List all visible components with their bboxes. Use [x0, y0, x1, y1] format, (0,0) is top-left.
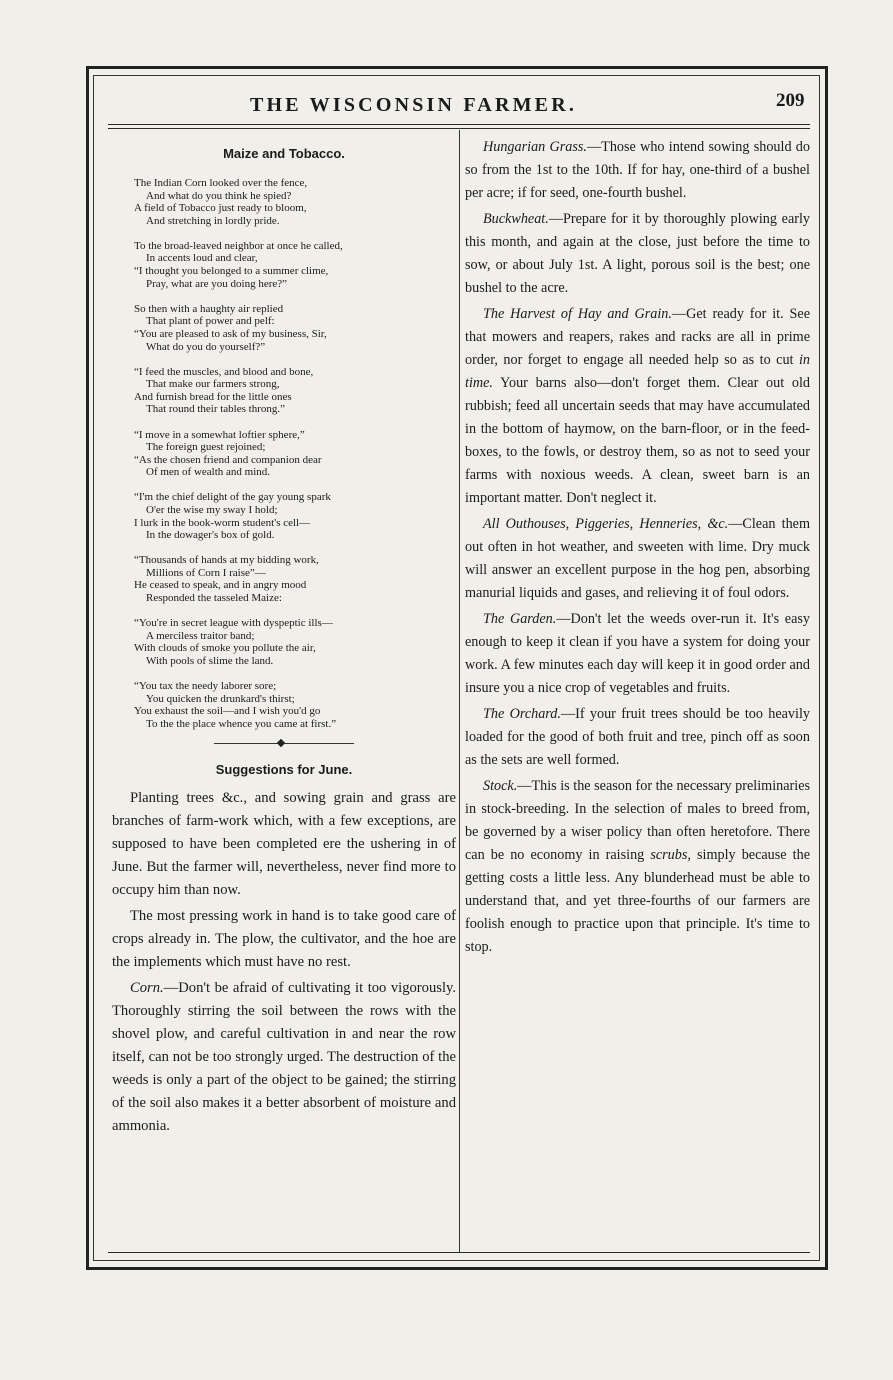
poem-line: That make our farmers strong,: [146, 378, 280, 391]
poem-stanza: [134, 554, 456, 604]
poem-stanza: [134, 680, 456, 730]
column-divider: [459, 130, 460, 1252]
poem-stanza: [134, 366, 456, 416]
outhouses-heading: All Outhouses, Piggeries, Henneries, &c.: [483, 516, 729, 532]
poem-line: “I thought you belonged to a summer clime,: [134, 265, 329, 278]
orchard-paragraph: [465, 703, 810, 772]
garden-paragraph: [465, 608, 810, 700]
poem-line: That plant of power and pelf:: [146, 315, 275, 328]
poem-line: Responded the tasseled Maize:: [146, 592, 282, 605]
poem-line: “You tax the needy laborer sore;: [134, 680, 277, 692]
poem-line: “I move in a somewhat loftier sphere,”: [134, 428, 305, 441]
poem-line: To the broad-leaved neighbor at once he called,: [134, 239, 343, 252]
corn-text: —Don't be afraid of cultivating it too vigorously. Thoroughly stirring the soil between the rows with the shovel plow, and careful cultivation in and near the row itself, can not be too strongly urged. The destruction of the weeds is only a part of the object to be gained; the stirring of the soil also makes it a better absorbent of moisture and ammonia.: [112, 979, 456, 1134]
poem-line: And what do you think he spied?: [146, 189, 292, 202]
poem-stanza: [134, 177, 456, 227]
buckwheat-heading: Buckwheat.: [483, 211, 549, 227]
poem-line: In accents loud and clear,: [146, 252, 258, 265]
poem-stanza: [134, 617, 456, 667]
left-column: [112, 136, 456, 1141]
poem-stanza: [134, 303, 456, 353]
orchard-text: —If your fruit trees should be too heavily loaded for the good of both fruit and tree, pinch off as soon as the sets are well formed.: [465, 706, 810, 768]
poem-line: So then with a haughty air replied: [134, 302, 284, 315]
buckwheat-text: —Prepare for it by thoroughly plowing early this month, and again at the close, just before the time to sow, or about July 1st. A light, porous soil is the best; one bushel to the acre.: [465, 211, 810, 296]
hungarian-heading: Hungarian Grass.: [483, 139, 587, 155]
harvest-text-2: Your barns also—don't forget them. Clear out old rubbish; feed all uncertain seeds that may have accumulated in the bottom of haymow, on the barn-floor, or in the feed-boxes, to the fowls, or destroy them, so as not to seed your farms with noxious weeds. A clean, sweet barn is an important matter. Don't neglect it.: [465, 375, 810, 506]
poem-line: “I feed the muscles, and blood and bone,: [134, 365, 314, 378]
stock-heading: Stock.: [483, 778, 518, 794]
garden-heading: The Garden.: [483, 611, 557, 627]
buckwheat-paragraph: [465, 208, 810, 300]
poem-line: “As the chosen friend and companion dear: [134, 453, 322, 466]
suggestions-title: Suggestions for June.: [215, 761, 353, 777]
hungarian-paragraph: [465, 136, 810, 205]
garden-text: —Don't let the weeds over-run it. It's easy enough to keep it clean if you have a system for doing your work. A few minutes each day will keep it in good order and insure you a nice crop of vegetables and fruits.: [465, 611, 810, 696]
poem-line: With clouds of smoke you pollute the air,: [134, 642, 316, 655]
poem-line: Millions of Corn I raise”—: [146, 566, 266, 579]
intro-paragraph-1: Planting trees &c., and sowing grain and grass are branches of farm-work which, with a few exceptions, are supposed to have been completed ere the ushering in of June. But the farmer will, nevertheless, never find more to occupy him than now.: [112, 789, 456, 898]
poem-line: That round their tables throng.”: [146, 403, 285, 416]
poem-line: “You're in secret league with dyspeptic ills—: [134, 617, 333, 630]
poem-stanza: [134, 491, 456, 541]
poem-line: “Thousands of hands at my bidding work,: [134, 554, 319, 567]
poem-stanza: [134, 429, 456, 479]
poem-line: Pray, what are you doing here?”: [146, 277, 288, 290]
header-rule-bottom: [108, 128, 810, 129]
poem-line: He ceased to speak, and in angry mood: [134, 579, 307, 592]
poem-line: A merciless traitor band;: [146, 629, 255, 642]
page-title: THE WISCONSIN FARMER.: [250, 94, 578, 116]
right-column: [465, 136, 810, 962]
poem-line: You quicken the drunkard's thirst;: [146, 692, 295, 705]
poem-line: What do you do yourself?”: [146, 340, 266, 353]
page-number: 209: [776, 90, 805, 111]
hungarian-text: —Those who intend sowing should do so from the 1st to the 10th. If for hay, one-third of a bushel per acre; if for seed, one-fourth bushel.: [465, 139, 810, 201]
harvest-emphasis: in time.: [465, 352, 810, 391]
poem-line: A field of Tobacco just ready to bloom,: [134, 202, 307, 215]
poem-line: “You are pleased to ask of my business, Sir,: [134, 327, 327, 340]
poem-line: With pools of slime the land.: [146, 654, 274, 667]
stock-paragraph: [465, 775, 810, 959]
poem-line: And furnish bread for the little ones: [134, 390, 292, 403]
outhouses-paragraph: [465, 513, 810, 605]
poem-line: I lurk in the book-worm student's cell—: [134, 516, 311, 529]
poem-line: The foreign guest rejoined;: [146, 441, 266, 454]
poem-stanza: [134, 240, 456, 290]
corn-paragraph: [112, 977, 456, 1138]
header-rule-top: [108, 124, 810, 125]
stock-emphasis: scrubs,: [650, 847, 691, 863]
poem-line: Of men of wealth and mind.: [146, 466, 271, 479]
harvest-paragraph: [465, 303, 810, 510]
poem-line: And stretching in lordly pride.: [146, 214, 280, 227]
corn-heading: Corn.: [130, 979, 164, 996]
poem-line: You exhaust the soil—and I wish you'd go: [134, 705, 321, 718]
poem-line: “I'm the chief delight of the gay young spark: [134, 491, 331, 504]
poem-body: [112, 177, 456, 730]
stock-text-2: simply because the getting costs a little less. Any blunderhead must be able to understand that, and yet three-fourths of our farmers are foolish enough to practice upon that principle. It's time to stop.: [465, 847, 810, 955]
harvest-heading: The Harvest of Hay and Grain.: [483, 306, 672, 322]
section-separator: [214, 743, 354, 744]
poem-line: The Indian Corn looked over the fence,: [134, 177, 308, 189]
poem-line: To the the place whence you came at first.”: [146, 717, 337, 730]
intro-paragraph-2: The most pressing work in hand is to take good care of crops already in. The plow, the cultivator, and the hoe are the implements which must have no rest.: [112, 907, 456, 970]
poem-line: O'er the wise my sway I hold;: [146, 503, 278, 516]
stock-text-1: —This is the season for the necessary preliminaries in stock-breeding. In the selection of males to breed from, be governed by a wiser policy than often heretofore. There can be no economy in raising: [465, 778, 811, 863]
harvest-text-1: —Get ready for it. See that mowers and reapers, rakes and racks are all in prime order, nor forget to engage all needed help so as to cut: [465, 306, 810, 368]
poem-title: Maize and Tobacco.: [223, 146, 345, 161]
outhouses-text: —Clean them out often in hot weather, and sweeten with lime. Dry muck will answer an excellent purpose in the hog pen, absorbing manurial liquids and gases, and relieving it of foul odors.: [465, 516, 811, 601]
poem-line: In the dowager's box of gold.: [146, 529, 275, 542]
orchard-heading: The Orchard.: [483, 706, 561, 722]
footer-rule: [108, 1252, 810, 1253]
